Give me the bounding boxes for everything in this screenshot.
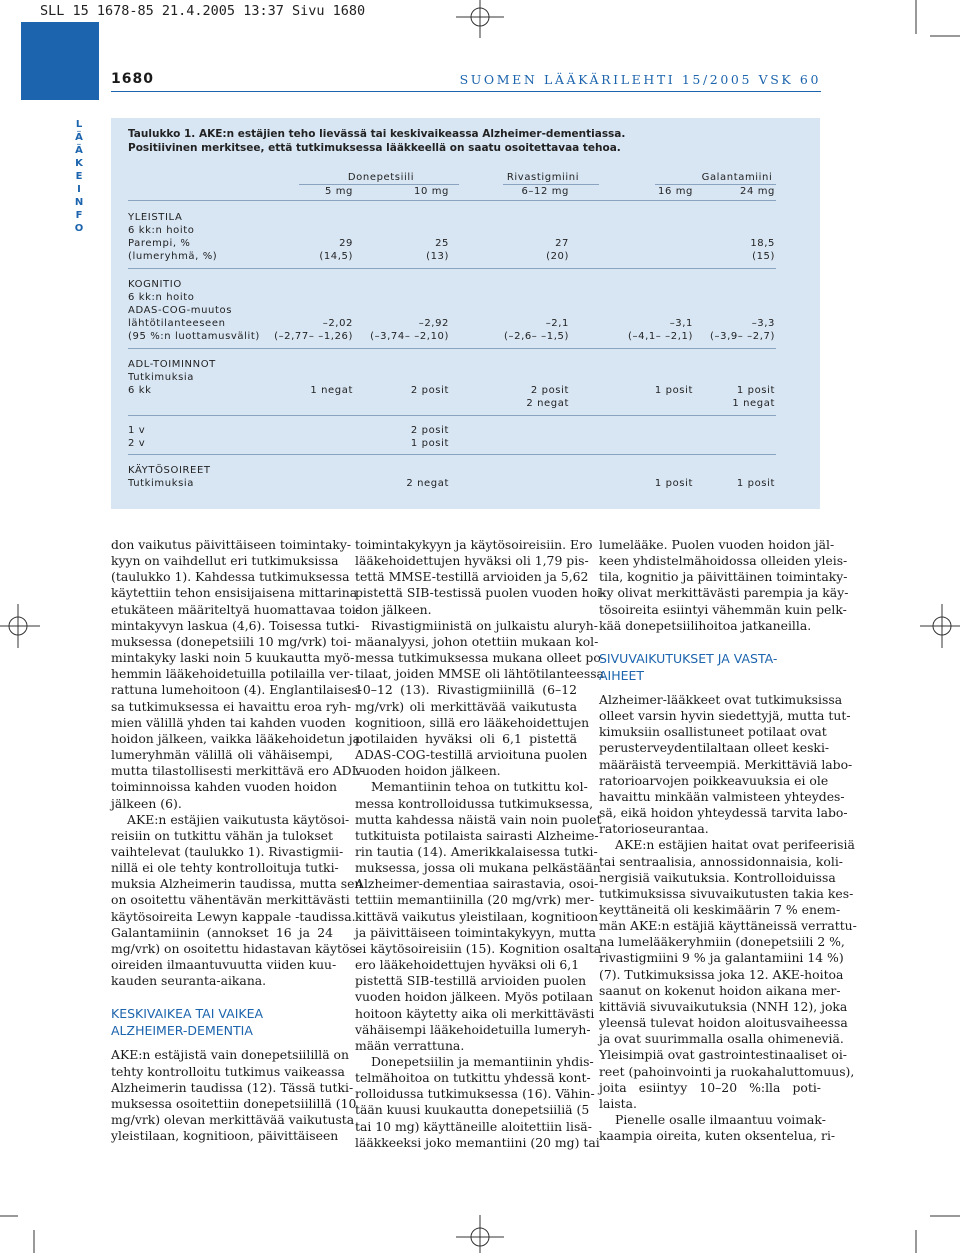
side-letter: I — [77, 184, 81, 195]
text-line: Alzheimer-dementiaa sairastavia, osoi- — [355, 876, 599, 892]
text-line: messa tutkimuksessa mukana olleet po- — [355, 650, 605, 666]
text-line: tila, kognitio ja päivittäinen toimintaky- — [599, 569, 848, 585]
table-cell: 18,5 — [750, 238, 775, 249]
section-heading-severe-ad — [111, 1005, 333, 1039]
table-cell: (15) — [752, 251, 775, 262]
text-line: hoitoon käytetty aika oli merkittävästi — [355, 1005, 595, 1021]
text-line: kittävä vaikutus yleistilaan, kognitioon — [355, 908, 599, 924]
drug-header-galantamine: Galantamiini — [701, 172, 773, 183]
row-label: (95 %:n luottamusvälit) — [128, 331, 260, 342]
text-line: hemmin lääkehoidetuilla potilailla ver- — [111, 666, 354, 682]
text-line: pistettä SIB-testillä arvioiden puolen — [355, 973, 587, 989]
text-line: mien välillä yhden tai kahden vuoden — [111, 714, 346, 730]
text-line: määräistä terveempiä. Merkittäviä labo- — [599, 756, 853, 772]
table-cell: 1 posit — [736, 478, 775, 489]
crop-header-text: SLL 15 1678-85 21.4.2005 13:37 Sivu 1680 — [40, 3, 366, 19]
text-line: (7). Tutkimuksissa joka 12. AKE-hoitoa — [599, 966, 844, 982]
section-rule — [128, 454, 776, 455]
text-line: on osoitettu vähentävän merkittävästi — [111, 892, 350, 908]
header-rule — [111, 91, 821, 92]
section-rule — [128, 268, 776, 269]
table-title — [128, 128, 625, 155]
text-line: kyyn on vaihdellut eri tutkimuksissa — [111, 553, 339, 569]
text-line: rolloidussa tutkimuksessa (16). Vähin- — [355, 1086, 595, 1102]
text-line: (taulukko 1). Kahdessa tutkimuksessa — [111, 569, 350, 585]
text-line: potilaiden hyväksi oli 6,1 pistettä — [355, 730, 577, 746]
table-cell: –2,02 — [322, 318, 353, 329]
table-cell: 2 negat — [526, 398, 569, 409]
text-column-1 — [111, 537, 365, 1144]
table-cell: –3,1 — [669, 318, 693, 329]
heading-line: AIHEET — [599, 667, 645, 683]
table-title-line: Positiivinen merkitsee, että tutkimuksessa lääkkeellä on saatu osoitettavaa tehoa. — [128, 141, 621, 154]
table-cell: 2 posit — [530, 385, 569, 396]
text-line: reet (pahoinvointi ja ruokahaluttomuus), — [599, 1063, 855, 1079]
text-line: perusterveydentilaltaan olleet keski- — [599, 740, 830, 756]
text-line: tehty kontrolloitu tutkimus vaikeassa — [111, 1063, 345, 1079]
side-letter: N — [74, 197, 84, 208]
text-line: kauden seuranta-aikana. — [111, 973, 267, 989]
text-line: messa kontrolloidussa tutkimuksessa, — [355, 795, 594, 811]
row-label: 2 v — [128, 438, 146, 449]
table-cell: 2 posit — [410, 425, 449, 436]
text-line: havaittu minkään valmisteen yhteydes- — [599, 788, 845, 804]
side-letter: K — [75, 158, 83, 169]
drug-header-rivastigmine: Rivastigmiini — [506, 172, 580, 183]
text-line: na lumelääkeryhmiin (donepetsiili 2 %, — [599, 934, 845, 950]
table-cell: (–2,6– –1,5) — [504, 331, 569, 342]
text-line: kittäviä sivuvaikutuksia (NNH 12), joka — [599, 998, 848, 1014]
text-line: mintakyvyn laskua (4,6). Toisessa tutki- — [111, 617, 360, 633]
row-label: ADAS-COG-muutos — [128, 305, 233, 316]
side-letter: Ä — [75, 132, 83, 143]
text-line: tutkimuksissa sivuvaikutusten takia kes- — [599, 885, 854, 901]
text-line: lääkkeeksi joko memantiini (20 mg) tai — [355, 1134, 600, 1150]
table-cell: 1 posit — [654, 478, 693, 489]
table-cell: (14,5) — [319, 251, 353, 262]
text-line: ratorioseurantaa. — [599, 821, 709, 837]
row-label: 6 kk:n hoito — [128, 292, 195, 303]
text-line: sä, eikä hoidon yhteydessä tarvita labo- — [599, 805, 848, 821]
text-line: jälkeen (6). — [111, 795, 182, 811]
text-line: Galantamiinin (annokset 16 ja 24 — [111, 924, 333, 940]
side-section-label — [73, 118, 85, 235]
text-line: tai 10 mg) käyttäneille aloitettiin lisä- — [355, 1118, 592, 1134]
heading-line: SIVUVAIKUTUKSET JA VASTA- — [599, 650, 778, 666]
row-label: 6 kk:n hoito — [128, 225, 195, 236]
text-line: Yleisimpiä ovat gastrointestinaaliset oi- — [599, 1047, 847, 1063]
dose-header: 24 mg — [740, 186, 775, 197]
text-line: ja päivittäiseen toimintakykyyn, mutta — [355, 924, 597, 940]
text-line: kaampia oireita, kuten oksentelua, ri- — [599, 1128, 836, 1144]
text-line: olleet varsin hyvin siedettyjä, mutta tut- — [599, 708, 851, 724]
text-line: lumeryhmän välillä oli vähäisempi, — [111, 747, 333, 763]
text-line: saanut on kokenut hoidon aikana mer- — [599, 982, 841, 998]
text-line: ky olivat merkittävästi parempia ja käy- — [599, 585, 849, 601]
text-line: Donepetsiilin ja memantiinin yhdis- — [371, 1054, 594, 1069]
table-cell: 1 negat — [732, 398, 775, 409]
text-line: mäanalyysi, johon otettiin mukaan kol- — [355, 633, 599, 649]
row-rule — [128, 415, 776, 416]
text-line: yleistilaan, kognitioon, päivittäiseen — [111, 1128, 339, 1144]
side-letter: Ä — [75, 145, 83, 156]
text-line: män AKE:n estäjiä käyttäneissä verrattu- — [599, 918, 857, 934]
text-line: rivastigmiini 9 % ja galantamiini 14 %) — [599, 950, 844, 966]
side-letter: E — [75, 171, 83, 182]
table-cell: 2 posit — [410, 385, 449, 396]
text-line: reisiin on tutkittu vähän ja tulokset — [111, 827, 333, 843]
heading-line: KESKIVAIKEA TAI VAIKEA — [111, 1006, 264, 1022]
text-line: tettä MMSE-testillä arvioiden ja 5,62 — [355, 569, 589, 585]
text-line: sa tutkimuksessa ei havaittu eroa ryh- — [111, 698, 352, 714]
table-cell: –3,3 — [751, 318, 775, 329]
section-heading-side-effects — [599, 650, 821, 684]
text-line: ei käytösoireisiin (15). Kognition osalta — [355, 940, 602, 956]
header-rule — [128, 200, 776, 201]
text-line: mg/vrk) olevan merkittävää vaikutusta — [111, 1112, 355, 1127]
row-label: 6 kk — [128, 385, 152, 396]
text-line: Memantiinin tehoa on tutkittu kol- — [371, 779, 588, 795]
text-line: laista. — [599, 1095, 637, 1111]
text-line: tään kuusi kuukautta donepetsiiliä (5 — [355, 1102, 590, 1118]
row-label: Tutkimuksia — [128, 372, 195, 383]
table-cell: 1 negat — [310, 385, 353, 396]
row-label: Tutkimuksia — [128, 478, 195, 489]
text-line: oireiden ilmaantuvuutta viiden kuu- — [111, 957, 337, 973]
text-line: kognitioon, sillä ero lääkehoidettujen — [355, 714, 590, 730]
side-letter: O — [74, 223, 84, 234]
text-line: 10–12 (13). Rivastigmiinillä (6–12 — [355, 682, 577, 698]
text-line: pistettä SIB-testissä puolen vuoden hoi- — [355, 585, 606, 601]
table-cell: (–3,9– –2,7) — [710, 331, 775, 342]
text-line: nergisiä vaikutuksia. Kontrolloiduissa — [599, 869, 836, 885]
text-line: don vaikutus päivittäiseen toimintaky- — [111, 537, 352, 552]
text-line: Alzheimer-lääkkeet ovat tutkimuksissa — [599, 691, 843, 707]
table-cell: 2 negat — [406, 478, 449, 489]
text-line: AKE:n estäjistä vain donepetsiilillä on — [111, 1047, 349, 1063]
table-cell: (–2,77– –1,26) — [274, 331, 353, 342]
text-line: muksessa (donepetsiili 10 mg/vrk) toi- — [111, 633, 352, 649]
text-line: toimintakykyyn ja käytösoireisiin. Ero — [355, 537, 593, 552]
table-cell: 27 — [555, 238, 569, 249]
heading-line: ALZHEIMER-DEMENTIA — [111, 1023, 253, 1039]
drug-header-donepezil: Donepetsiili — [347, 172, 415, 183]
section-heading-cognition: KOGNITIO — [128, 279, 182, 290]
text-line: tettiin memantiinilla (20 mg/vrk) mer- — [355, 892, 595, 908]
table-cell: 29 — [339, 238, 353, 249]
text-line: keen yhdistelmähoidossa olleiden yleis- — [599, 553, 848, 569]
text-line: mg/vrk) oli merkittävää vaikutusta — [355, 698, 577, 714]
text-line: ja ovat suurimmalla osalla ohimeneviä. — [599, 1031, 844, 1047]
table-title-line: Taulukko 1. AKE:n estäjien teho lievässä tai keskivaikeassa Alzheimer-dementiassa. — [128, 128, 626, 140]
journal-name: SUOMEN LÄÄKÄRILEHTI 15/2005 VSK 60 — [459, 72, 821, 87]
text-line: lääkehoidettujen hyväksi oli 1,79 pis- — [355, 553, 589, 569]
dose-header: 6–12 mg — [521, 186, 569, 197]
page-number: 1680 — [111, 71, 154, 87]
text-line: mg/vrk) on osoitettu hidastavan käytös- — [111, 940, 361, 956]
text-line: kimuksiin osallistuneet potilaat ovat — [599, 724, 827, 740]
text-line: telmähoitoa on tutkittu yhdessä kont- — [355, 1070, 591, 1086]
section-heading-behavior: KÄYTÖSOIREET — [128, 465, 211, 476]
text-line: toiminnoissa kahden vuoden hoidon — [111, 779, 337, 795]
section-heading-adl: ADL-TOIMINNOT — [128, 359, 216, 370]
text-column-2 — [355, 537, 606, 1151]
row-label: 1 v — [128, 425, 146, 436]
table-cell: (–4,1– –2,1) — [628, 331, 693, 342]
text-line: vuoden hoidon jälkeen. — [355, 763, 501, 779]
table-cell: (–3,74– –2,10) — [370, 331, 449, 342]
text-line: nillä ei ole tehty kontrolloituja tutki- — [111, 860, 339, 876]
text-line: Rivastigmiinistä on julkaistu aluryh- — [371, 617, 598, 633]
text-line: AKE:n estäjien vaikutusta käytösoi- — [127, 811, 350, 827]
text-line: kää donepetsiilihoitoa jatkaneilla. — [599, 617, 812, 633]
side-letter: L — [75, 119, 83, 130]
row-label: lähtötilanteeseen — [128, 318, 226, 329]
text-line: vuoden hoidon jälkeen. Myös potilaan — [355, 989, 594, 1005]
table-cell: (13) — [426, 251, 449, 262]
dose-header: 16 mg — [658, 186, 693, 197]
text-line: mutta kahdessa näistä vain noin puolet — [355, 811, 602, 827]
text-line: Alzheimerin taudissa (12). Tässä tutki- — [111, 1079, 354, 1095]
text-line: keyttäneitä oli keskimäärin 7 % enem- — [599, 901, 841, 917]
dose-header: 5 mg — [324, 186, 353, 197]
text-line: muksessa osoitettiin donepetsiilillä (10 — [111, 1095, 357, 1111]
dose-header: 10 mg — [414, 186, 449, 197]
text-line: rattuna lumehoitoon (4). Englantilaises- — [111, 682, 363, 698]
text-line: tutkituista potilaista sairasti Alzheime- — [355, 827, 599, 843]
table-cell: 25 — [435, 238, 449, 249]
text-line: ero lääkehoidettujen hyväksi oli 6,1 — [355, 957, 580, 973]
text-line: muksia Alzheimerin taudissa, mutta sen — [111, 876, 363, 892]
section-heading-general: YLEISTILA — [128, 212, 183, 223]
section-rule — [128, 348, 776, 349]
text-line: mintakyky laski noin 5 kuukautta myö- — [111, 650, 355, 666]
text-line: vaihtelevat (taulukko 1). Rivastigmii- — [111, 843, 344, 859]
text-line: tösoireita esiintyi vähemmän kuin pelk- — [599, 601, 847, 617]
text-line: Pienelle osalle ilmaantuu voimak- — [615, 1112, 826, 1127]
text-line: mutta tilastollisesti merkittävä ero ADL- — [111, 763, 365, 779]
text-line: hoidon jälkeen, vaikka lääkehoidetun ja — [111, 730, 360, 746]
table-cell: 1 posit — [736, 385, 775, 396]
text-line: tai sentraalisia, annossidonnaisia, koli- — [599, 853, 843, 869]
text-line: käytösoireita Lewyn kappale -taudissa. — [111, 908, 356, 924]
text-line: joita esiintyy 10–20 %:lla poti- — [599, 1079, 821, 1095]
text-line: etukäteen määriteltyä huomattavaa toi- — [111, 601, 360, 617]
side-letter: F — [75, 210, 83, 221]
row-label: (lumeryhmä, %) — [128, 251, 218, 262]
text-line: don jälkeen. — [355, 601, 432, 617]
text-column-3 — [599, 537, 857, 1144]
data-table — [111, 118, 820, 509]
text-line: mään verrattuna. — [355, 1037, 465, 1053]
text-line: rin tautia (14). Amerikkalaisessa tutki- — [355, 843, 598, 859]
text-line: tilaat, joiden MMSE oli lähtötilanteessa — [355, 666, 604, 682]
text-line: yleensä tulevat hoidon aloitusvaiheessa — [599, 1015, 848, 1031]
text-line: ratorioarvojen poikkeavuuksia ei ole — [599, 772, 829, 788]
text-line: muksessa, jossa oli mukana pelkästään — [355, 860, 601, 876]
table-cell: –2,1 — [545, 318, 569, 329]
row-label: Parempi, % — [128, 238, 191, 249]
table-cell: 1 posit — [410, 438, 449, 449]
text-line: käytettiin tehon ensisijaisena mittarina — [111, 585, 358, 601]
text-line: ADAS-COG-testillä arvioituna puolen — [355, 747, 588, 763]
table-cell: (20) — [546, 251, 569, 262]
text-line: lumelääke. Puolen vuoden hoidon jäl- — [599, 537, 835, 552]
table-cell: –2,92 — [418, 318, 449, 329]
table-cell: 1 posit — [654, 385, 693, 396]
text-line: vähäisempi lääkehoidetuilla lumeryh- — [355, 1021, 591, 1037]
text-line: AKE:n estäjien haitat ovat perifeerisiä — [615, 837, 855, 853]
